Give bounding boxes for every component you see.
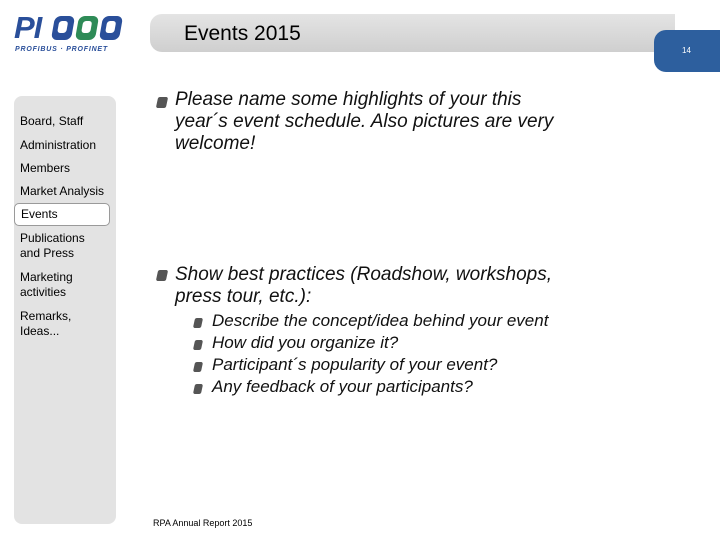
bullet1-line3: welcome! <box>175 133 256 154</box>
bullet1-line1: Please name some highlights of your this <box>175 89 522 110</box>
sidebar-item-events[interactable]: Events <box>14 203 110 226</box>
sidebar-item-administration[interactable]: Administration <box>20 138 97 152</box>
logo-letters: PI <box>14 10 42 45</box>
logo-square-2 <box>75 16 99 40</box>
bullet2-line2: press tour, etc.): <box>175 286 312 307</box>
pi-logo <box>14 12 118 56</box>
sidebar-item-marketing-activities[interactable]: Marketing activities <box>20 270 73 299</box>
bullet2-line1: Show best practices (Roadshow, workshops, <box>175 264 553 285</box>
page-title: Events 2015 <box>184 22 301 45</box>
sidebar-item-board-staff[interactable]: Board, Staff <box>20 114 84 128</box>
bullet-icon <box>156 97 168 108</box>
sub-item-3: Participant´s popularity of your event? <box>212 355 498 374</box>
footer-text: RPA Annual Report 2015 <box>153 518 253 528</box>
logo-square-1 <box>51 16 75 40</box>
sub-bullet-icon <box>193 318 203 328</box>
sidebar-item-members[interactable]: Members <box>20 161 71 175</box>
sub-item-2: How did you organize it? <box>212 333 399 352</box>
sub-bullet-icon <box>193 384 203 394</box>
sidebar-item-publications-press[interactable]: Publications and Press <box>20 231 85 260</box>
logo-tagline: PROFIBUS · PROFINET <box>15 46 108 53</box>
sub-item-1: Describe the concept/idea behind your event <box>212 311 549 330</box>
page-number: 14 <box>682 46 691 55</box>
bullet1-line2: year´s event schedule. Also pictures are very <box>175 111 554 132</box>
sub-item-4: Any feedback of your participants? <box>212 377 473 396</box>
sub-bullet-icon <box>193 362 203 372</box>
sub-bullet-icon <box>193 340 203 350</box>
bullet-icon <box>156 270 168 281</box>
logo-square-3 <box>99 16 123 40</box>
sidebar-item-remarks-ideas[interactable]: Remarks, Ideas... <box>20 309 72 338</box>
sidebar-item-market-analysis[interactable]: Market Analysis <box>20 184 105 198</box>
